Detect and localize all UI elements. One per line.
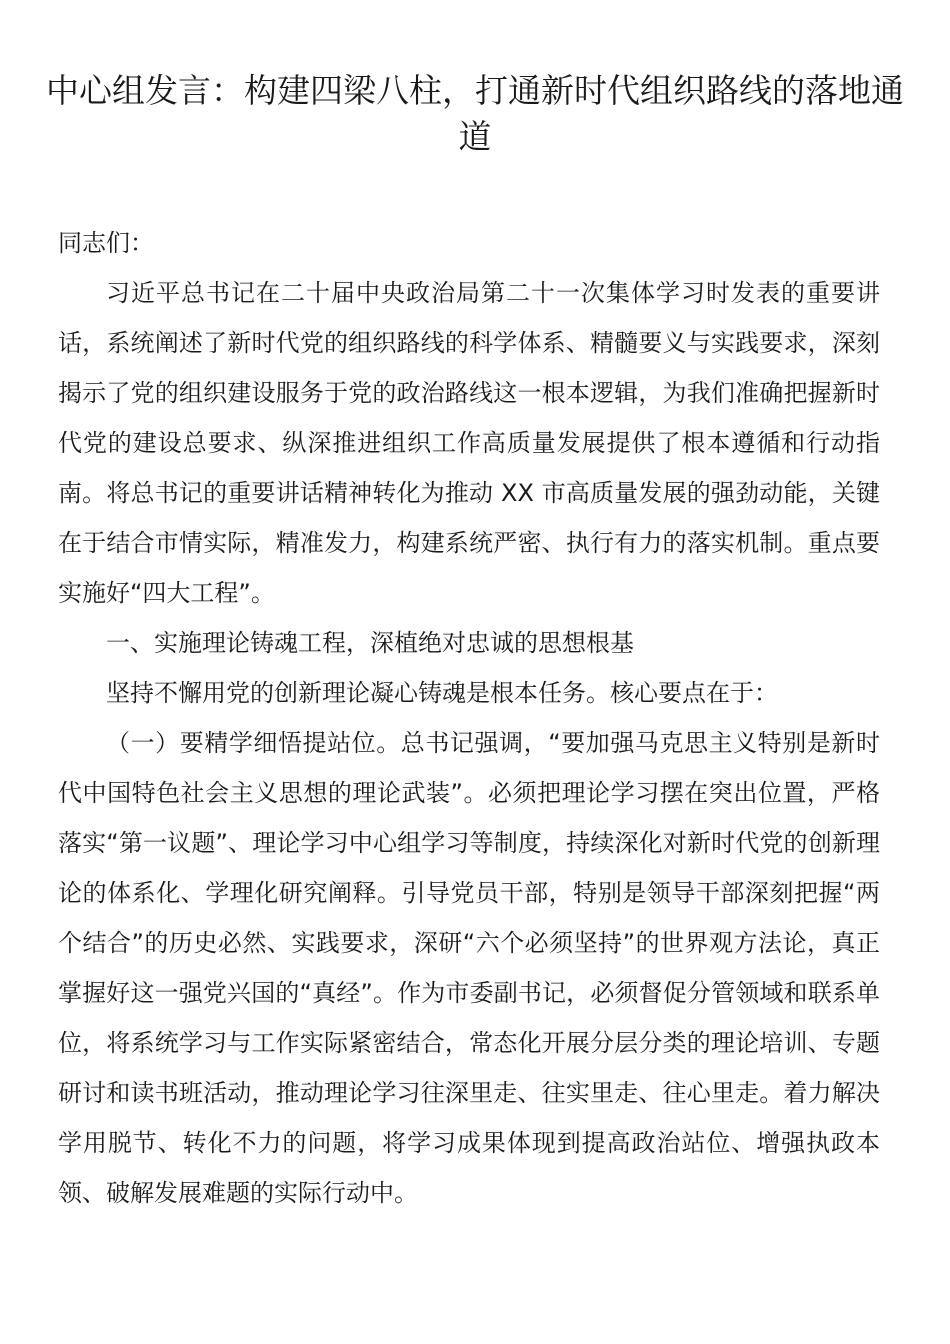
document-body: [58, 218, 880, 1218]
section-heading: 一、实施理论铸魂工程，深植绝对忠诚的思想根基: [106, 629, 634, 657]
document-title: 中心组发言：构建四梁八柱，打通新时代组织路线的落地通道: [46, 71, 904, 156]
salutation: 同志们：: [58, 229, 154, 257]
subsection-paragraph: （一）要精学细悟提站位。总书记强调，“要加强马克思主义特别是新时代中国特色社会主义思想的理论武装”。必须把理论学习摆在突出位置，严格落实“第一议题”、理论学习中心组学习等制度，持续深化对新时代党的创新理论的体系化、学理化研究阐释。引导党员干部，特别是领导干部深刻把握“两个结合”的历史必然、实践要求，深研“六个必须坚持”的世界观方法论，真正掌握好这一强党兴国的“真经”。作为市委副书记，必须督促分管领域和联系单位，将系统学习与工作实际紧密结合，常态化开展分层分类的理论培训、专题研讨和读书班活动，推动理论学习往深里走、往实里走、往心里走。着力解决学用脱节、转化不力的问题，将学习成果体现到提高政治站位、增强执政本领、破解发展难题的实际行动中。: [58, 729, 880, 1207]
intro-paragraph: 习近平总书记在二十届中央政治局第二十一次集体学习时发表的重要讲话，系统阐述了新时代党的组织路线的科学体系、精髓要义与实践要求，深刻揭示了党的组织建设服务于党的政治路线这一根本逻辑，为我们准确把握新时代党的建设总要求、纵深推进组织工作高质量发展提供了根本遵循和行动指南。将总书记的重要讲话精神转化为推动 XX 市高质量发展的强劲动能，关键在于结合市情实际，精准发力，构建系统严密、执行有力的落实机制。重点要实施好“四大工程”。: [58, 279, 880, 607]
section-lead-paragraph: 坚持不懈用党的创新理论凝心铸魂是根本任务。核心要点在于：: [106, 679, 778, 707]
